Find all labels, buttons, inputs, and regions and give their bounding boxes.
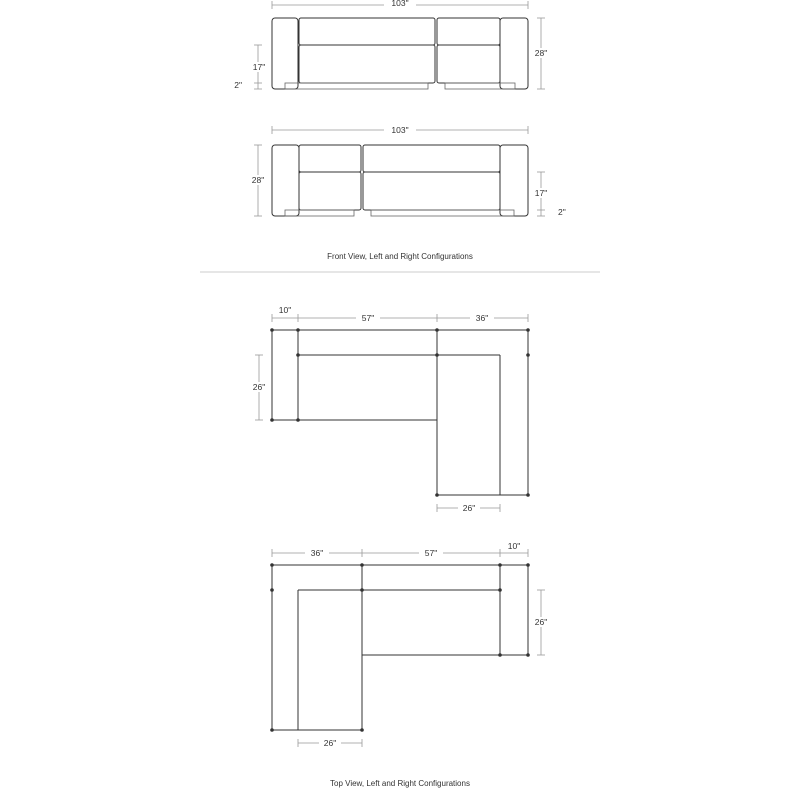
back-cushion [363, 145, 500, 172]
corner-dot [526, 653, 530, 657]
corner-dot [360, 563, 364, 567]
back-cushion-chaise [437, 18, 500, 45]
front-view-left-config [234, 0, 552, 90]
corner-dot [498, 588, 502, 592]
corner-dot [296, 418, 300, 422]
corner-dot [435, 328, 439, 332]
chaise-width-label: 36" [475, 313, 489, 323]
left-arm [272, 145, 299, 216]
depth-label: 26" [534, 617, 548, 627]
chaise-depth-label: 26" [462, 503, 476, 513]
seat-cushion [363, 172, 500, 210]
back-cushion-chaise [299, 145, 361, 172]
corner-dot [270, 328, 274, 332]
top-view-right-config [270, 541, 552, 748]
corner-dot [526, 563, 530, 567]
base-height-label: 2" [558, 207, 566, 217]
corner-dot [526, 493, 530, 497]
base [285, 83, 428, 89]
corner-dot [435, 353, 439, 357]
corner-dot [270, 563, 274, 567]
base-height-label: 2" [234, 80, 242, 90]
corner-dot [296, 328, 300, 332]
front-view-right-config [247, 125, 566, 217]
corner-dot [526, 328, 530, 332]
width-label: 103" [391, 125, 409, 135]
corner-dot [498, 653, 502, 657]
corner-dot [270, 588, 274, 592]
seat-height-label: 17" [534, 188, 548, 198]
base [285, 210, 354, 216]
corner-dot [435, 493, 439, 497]
top-view-caption: Top View, Left and Right Configurations [330, 779, 470, 788]
sofa-width-label: 57" [361, 313, 375, 323]
front-view-caption: Front View, Left and Right Configurations [327, 252, 473, 261]
right-arm [500, 18, 528, 89]
depth-label: 26" [252, 382, 266, 392]
width-label: 103" [391, 0, 409, 8]
seat-cushion-chaise [437, 45, 500, 83]
corner-dot [296, 353, 300, 357]
corner-dot [270, 728, 274, 732]
base [445, 83, 515, 89]
right-arm [500, 145, 528, 216]
seat-cushion-chaise [299, 172, 361, 210]
corner-dot [526, 353, 530, 357]
height-label: 28" [534, 48, 548, 58]
arm-width-label: 10" [507, 541, 521, 551]
chaise-width-label: 36" [310, 548, 324, 558]
chaise-depth-label: 26" [323, 738, 337, 748]
seat-cushion [299, 45, 435, 83]
height-label: 28" [251, 175, 265, 185]
top-view-left-config [248, 305, 530, 513]
corner-dot [270, 418, 274, 422]
seat-height-label: 17" [252, 62, 266, 72]
corner-dot [360, 728, 364, 732]
sofa-width-label: 57" [424, 548, 438, 558]
arm-width-label: 10" [278, 305, 292, 315]
back-cushion [299, 18, 435, 45]
left-arm [272, 18, 298, 89]
base [371, 210, 514, 216]
corner-dot [498, 563, 502, 567]
corner-dot [360, 588, 364, 592]
